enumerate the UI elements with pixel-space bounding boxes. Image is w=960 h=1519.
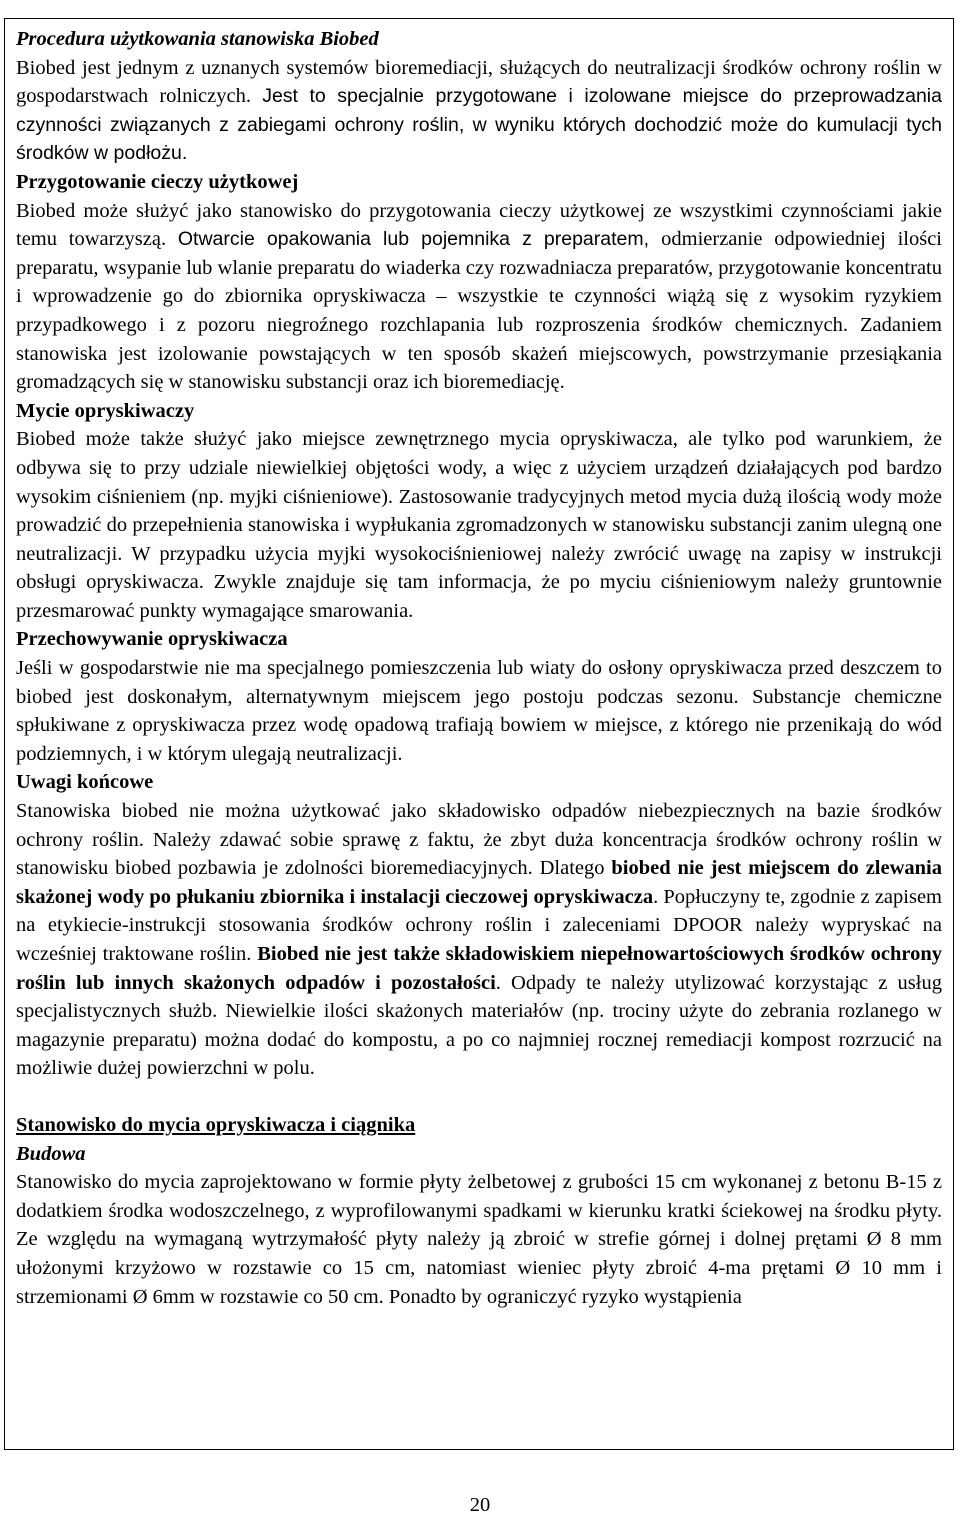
heading-preparation: Przygotowanie cieczy użytkowej bbox=[16, 170, 299, 193]
intro-text-a: Biobed jest jednym z uznanych systemów bioremediacji, służących do neutralizacji środków ochrony roślin w gospodarstwach rolniczych. bbox=[16, 56, 942, 108]
final-bold-2: Biobed nie jest także składowiskiem niepełnowartościowych środków ochrony roślin lub innych skażonych odpadów i pozostałości bbox=[16, 943, 942, 994]
intro-text-b: Jest to specjalnie przygotowane i izolowane miejsce do przeprowadzania czynności związanych z zabiegami ochrony roślin, w wyniku których dochodzić może do kumulacji tych środków w podłożu. bbox=[16, 85, 942, 165]
washing-paragraph: Biobed może także służyć jako miejsce zewnętrznego mycia opryskiwacza, ale tylko pod warunkiem, że odbywa się to przy udziale niewielkiej objętości wody, a więc z użyciem urządzeń działających pod bardzo wysokim ciśnieniem (np. myjki ciśnieniowe). Zastosowanie tradycyjnych metod mycia dużą ilością wody może prowadzić do przepełnienia stanowiska i wypłukania zgromadzonych w stanowisku substancji zanim ulegną one neutralizacji. W przypadku użycia myjki wysokociśnieniowej należy zwrócić uwagę na zapisy w instrukcji obsługi opryskiwacza. Zwykle znajduje się tam informacja, że po myciu ciśnieniowym należy gruntownie przesmarować punkty wymagające smarowania. bbox=[16, 428, 942, 622]
heading-washing: Mycie opryskiwaczy bbox=[16, 399, 195, 422]
construction-paragraph: Stanowisko do mycia zaprojektowano w formie płyty żelbetowej z grubości 15 cm wykonanej z betonu B-15 z dodatkiem środka wodoszczelnego, z wyprofilowanymi spadkami w kierunku kratki ściekowej na środku płyty. Ze względu na wymaganą wytrzymałość płyty należy ją zbroić w strefie górnej i dolnej prętami Ø 8 mm ułożonymi krzyżowo w rozstawie co 15 cm, natomiast wieniec płyty zbroić 4-ma prętami Ø 10 mm i strzemionami Ø 6mm w rozstawie co 50 cm. Ponadto by ograniczyć ryzyko wystąpienia bbox=[16, 1171, 942, 1308]
page-frame bbox=[4, 18, 954, 1450]
storage-paragraph: Jeśli w gospodarstwie nie ma specjalnego pomieszczenia lub wiaty do osłony opryskiwacza przed deszczem to biobed jest doskonałym, alternatywnym miejscem jego postoju podczas sezonu. Substancje chemiczne spłukiwane z opryskiwacza przez wodę opadową trafiają bowiem w miejsce, z którego nie przenikają do wód podziemnych, i w którym ulegają neutralizacji. bbox=[16, 657, 942, 765]
page-number: 20 bbox=[469, 1494, 491, 1516]
preparation-paragraph bbox=[16, 197, 942, 397]
heading-final-remarks: Uwagi końcowe bbox=[16, 771, 154, 794]
final-text-1: Stanowiska biobed nie można użytkować jako składowisko odpadów niebezpiecznych na bazie środków ochrony roślin. Należy zdawać sobie sprawę z faktu, że zbyt duża koncentracja środków ochrony roślin w stanowisku biobed pozbawia je zdolności bioremediacyjnych. Dlatego bbox=[16, 800, 942, 880]
section-title: Procedura użytkowania stanowiska Biobed bbox=[16, 28, 379, 50]
final-text-3: . Odpady te należy utylizować korzystając z usług specjalistycznych służb. Niewielkie ilości skażonych materiałów (np. trociny użyte do zebrania rozlanego w magazynie preparatu) można dodać do kompostu, a po co najmniej rocznej remediacji kompost rozrzucić na możliwie dużej powierzchni w polu. bbox=[16, 971, 942, 1080]
final-remarks-paragraph bbox=[16, 797, 942, 1083]
preparation-text-b: Otwarcie opakowania lub pojemnika z preparatem, bbox=[177, 228, 662, 251]
section2-subtitle: Budowa bbox=[16, 1142, 86, 1165]
section2-title: Stanowisko do mycia opryskiwacza i ciągnika bbox=[16, 1113, 416, 1136]
preparation-text-c: odmierzanie odpowiedniej ilości preparatu, wsypanie lub wlanie preparatu do wiaderka czy rozwadniacza preparatów, przygotowanie koncentratu i wprowadzenie go do zbiornika opryskiwacza – wszystkie te czynności wiążą się z wysokim ryzykiem przypadkowego i z pozoru niegroźnego rozchlapania lub rozproszenia środków chemicznych. Zadaniem stanowiska jest izolowanie powstających w ten sposób skażeń miejscowych, powstrzymanie przesiąkania gromadzących się w stanowisku substancji oraz ich bioremediację. bbox=[16, 228, 942, 394]
heading-storage: Przechowywanie opryskiwacza bbox=[16, 628, 288, 651]
final-bold-1: biobed nie jest miejscem do zlewania skażonej wody po płukaniu zbiornika i instalacji cieczowej opryskiwacza bbox=[16, 857, 942, 908]
document-body bbox=[16, 25, 942, 1311]
intro-paragraph bbox=[16, 54, 942, 168]
preparation-text-a: Biobed może służyć jako stanowisko do przygotowania cieczy użytkowej ze wszystkimi czynnościami jakie temu towarzyszą. bbox=[16, 199, 942, 251]
section-spacer bbox=[16, 1083, 942, 1111]
final-text-2: . Popłuczyny te, zgodnie z zapisem na etykiecie-instrukcji stosowania środków ochrony roślin i zaleceniami DPOOR należy wypryskać na wcześniej traktowane roślin. bbox=[16, 885, 942, 965]
